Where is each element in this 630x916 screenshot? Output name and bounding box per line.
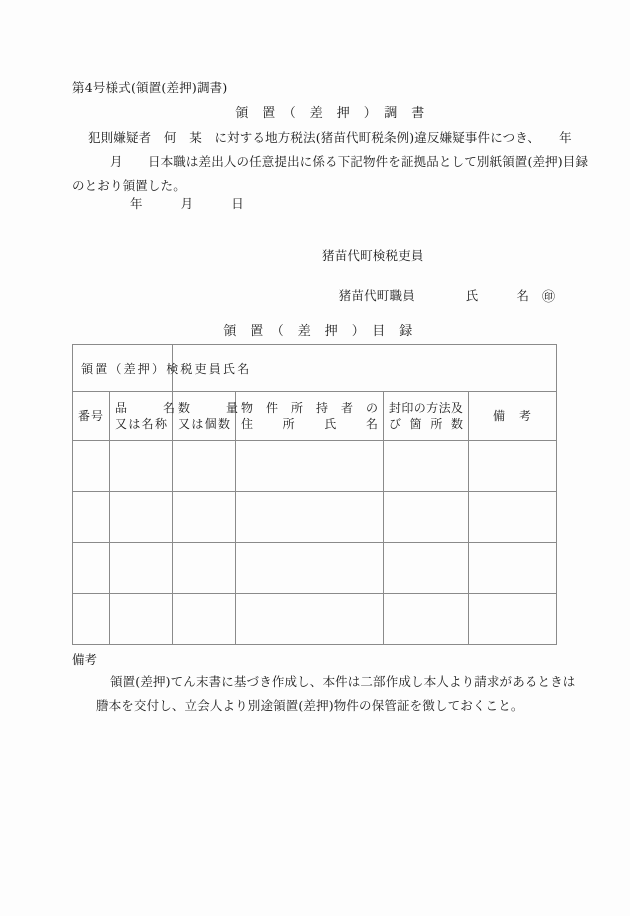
cell-qty[interactable] — [173, 441, 236, 492]
cell-number[interactable] — [73, 441, 110, 492]
cell-qty[interactable] — [173, 543, 236, 594]
table-header-row — [73, 392, 557, 441]
column-header-seal-method: 封印の方法及 び箇所数 — [384, 392, 469, 441]
seizure-list-table — [72, 344, 557, 645]
date-entry-line: 年 月 日 — [130, 196, 244, 211]
cell-qty[interactable] — [173, 492, 236, 543]
column-header-remarks: 備 考 — [469, 392, 557, 441]
cell-qty[interactable] — [173, 594, 236, 645]
seal-stamp-icon: ㊞ — [541, 290, 556, 305]
table-row — [73, 492, 557, 543]
cell-holder[interactable] — [236, 492, 384, 543]
cell-remarks[interactable] — [469, 594, 557, 645]
table-row — [73, 594, 557, 645]
cell-name[interactable] — [110, 441, 173, 492]
table-row — [73, 441, 557, 492]
list-title: 領 置 （ 差 押 ） 目 録 — [223, 324, 413, 339]
signature-office-label: 猪苗代町職員 — [338, 288, 415, 303]
cell-remarks[interactable] — [469, 543, 557, 594]
cell-holder[interactable] — [236, 543, 384, 594]
signature-office-title: 猪苗代町検税吏員 — [322, 248, 424, 263]
cell-number[interactable] — [73, 543, 110, 594]
table-row — [73, 543, 557, 594]
body-paragraph-line-3: のとおり領置した。 — [72, 178, 186, 193]
notes-heading: 備考 — [72, 652, 98, 667]
column-header-holder: 物件所持者の 住 所 氏 名 — [236, 392, 384, 441]
cell-remarks[interactable] — [469, 492, 557, 543]
cell-name[interactable] — [110, 594, 173, 645]
cell-name[interactable] — [110, 543, 173, 594]
cell-number[interactable] — [73, 492, 110, 543]
signature-name-label: 氏 名 — [465, 288, 530, 303]
cell-seal[interactable] — [384, 441, 469, 492]
cell-number[interactable] — [73, 594, 110, 645]
officer-name-row — [73, 345, 557, 392]
cell-remarks[interactable] — [469, 441, 557, 492]
cell-seal[interactable] — [384, 492, 469, 543]
cell-seal[interactable] — [384, 543, 469, 594]
document-title: 領 置 （ 差 押 ） 調 書 — [235, 106, 425, 121]
officer-name-label: 領置（差押）検税吏員氏名 — [73, 345, 173, 392]
column-header-item-name: 品 名 又は名称 — [110, 392, 173, 441]
cell-seal[interactable] — [384, 594, 469, 645]
body-paragraph-line-1: 犯則嫌疑者 何 某 に対する地方税法(猪苗代町税条例)違反嫌疑事件につき、 年 — [88, 130, 572, 145]
form-id-label: 第4号様式(領置(差押)調書) — [72, 80, 228, 95]
column-header-quantity: 数 量 又は個数 — [173, 392, 236, 441]
cell-holder[interactable] — [236, 441, 384, 492]
notes-line-2: 謄本を交付し、立会人より別途領置(差押)物件の保管証を徴しておくこと。 — [96, 698, 524, 713]
body-paragraph-line-2: 月 日本職は差出人の任意提出に係る下記物件を証拠品として別紙領置(差押)目録 — [110, 154, 589, 169]
signature-name-row — [322, 270, 555, 319]
column-header-number: 番号 — [73, 392, 110, 441]
notes-line-1: 領置(差押)てん末書に基づき作成し、本件は二部作成し本人より請求があるときは — [110, 674, 576, 689]
cell-holder[interactable] — [236, 594, 384, 645]
cell-name[interactable] — [110, 492, 173, 543]
